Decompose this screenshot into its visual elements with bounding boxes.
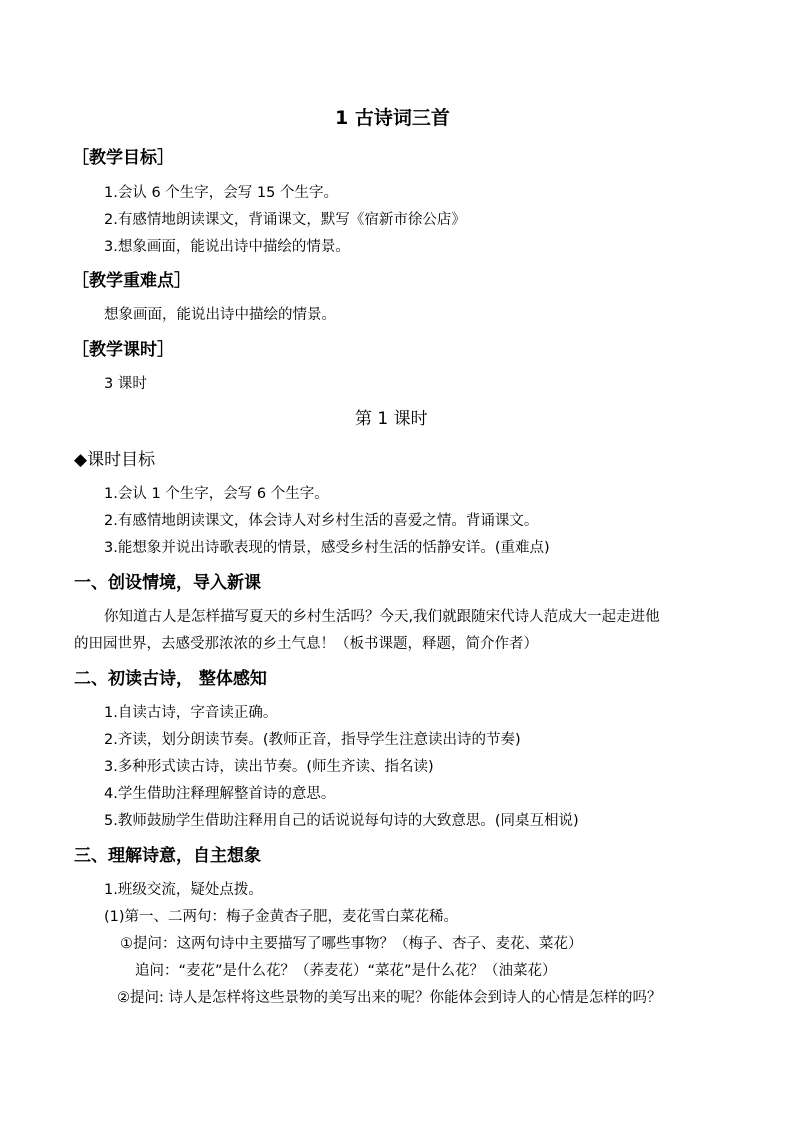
lesson-objectives-heading: ◆课时目标 [74,450,156,470]
goal-item-1: 1.会认 6 个生字，会写 15 个生字。 [104,185,338,201]
section-3-item-1: 1.班级交流，疑处点拨。 [104,882,263,898]
section-3-question-1-followup: 追问：“麦花”是什么花？（荞麦花）“菜花”是什么花？（油菜花） [135,963,557,979]
key-points-heading: ［教学重难点］ [72,271,191,291]
section-1-paragraph-line-2: 的田园世界，去感受那浓浓的乡土气息！（板书课题，释题，简介作者） [74,636,538,652]
section-2-item-5: 5.教师鼓励学生借助注释用自己的话说说每句诗的大致意思。(同桌互相说) [104,813,579,829]
lesson-objective-3: 3.能想象并说出诗歌表现的情景，感受乡村生活的恬静安详。(重难点) [104,540,550,556]
class-hours-heading: ［教学课时］ [72,340,174,360]
section-2-heading: 二、初读古诗， 整体感知 [74,669,267,689]
section-2-item-1: 1.自读古诗，字音读正确。 [104,705,278,721]
lesson-objective-2: 2.有感情地朗读课文，体会诗人对乡村生活的喜爱之情。背诵课文。 [104,513,539,529]
key-points-text: 想象画面，能说出诗中描绘的情景。 [104,307,336,323]
section-1-paragraph-line-1: 你知道古人是怎样描写夏天的乡村生活吗？今天,我们就跟随宋代诗人范成大一起走进他 [104,609,660,625]
section-3-subitem-1: (1)第一、二两句：梅子金黄杏子肥，麦花雪白菜花稀。 [104,909,459,925]
section-1-heading: 一、创设情境，导入新课 [74,573,261,593]
section-2-item-2: 2.齐读，划分朗读节奏。(教师正音，指导学生注意读出诗的节奏) [104,732,521,748]
document-title: 1 古诗词三首 [335,107,450,129]
goal-item-2: 2.有感情地朗读课文，背诵课文，默写《宿新市徐公店》 [104,212,466,228]
section-3-question-2: ②提问: 诗人是怎样将这些景物的美写出来的呢？你能体会到诗人的心情是怎样的吗？ [117,990,662,1006]
lesson-title: 第 1 课时 [355,409,428,429]
section-3-heading: 三、理解诗意，自主想象 [74,846,261,866]
lesson-objective-1: 1.会认 1 个生字，会写 6 个生字。 [104,486,329,502]
section-2-item-4: 4.学生借助注释理解整首诗的意思。 [104,786,336,802]
class-hours-text: 3 课时 [104,376,147,392]
teaching-goals-heading: ［教学目标］ [72,148,174,168]
section-2-item-3: 3.多种形式读古诗，读出节奏。(师生齐读、指名读) [104,759,434,775]
goal-item-3: 3.想象画面，能说出诗中描绘的情景。 [104,239,350,255]
section-3-question-1: ①提问：这两句诗中主要描写了哪些事物？（梅子、杏子、麦花、菜花） [120,936,583,952]
